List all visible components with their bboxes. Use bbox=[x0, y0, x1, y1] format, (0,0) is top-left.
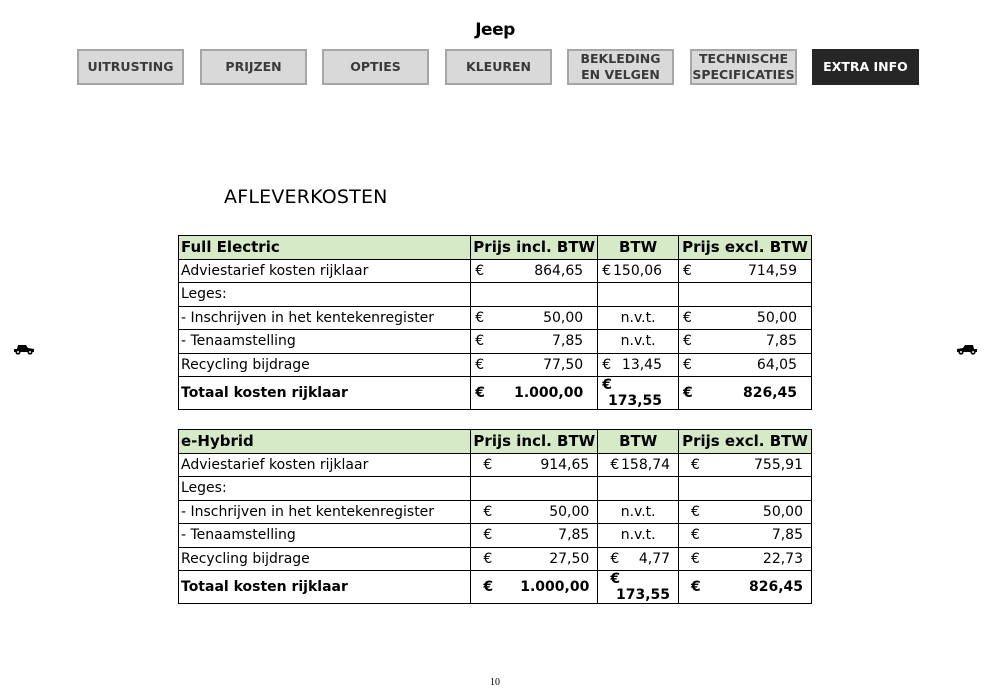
price-incl: 50,00 bbox=[549, 503, 590, 520]
row-label: - Inschrijven in het kentekenregister bbox=[179, 306, 471, 330]
row-label: - Inschrijven in het kentekenregister bbox=[179, 500, 471, 524]
price-incl: 7,85 bbox=[552, 333, 584, 350]
currency-symbol: € bbox=[475, 356, 485, 373]
total-incl: 1.000,00 bbox=[514, 385, 584, 401]
tab-extra-info[interactable]: EXTRA INFO bbox=[812, 49, 919, 85]
currency-symbol: € bbox=[475, 385, 485, 401]
row-label: Leges: bbox=[179, 283, 471, 307]
jeep-vehicle-icon bbox=[12, 340, 36, 361]
price-incl: 914,65 bbox=[540, 456, 590, 473]
table-row bbox=[179, 547, 812, 571]
column-header-btw: BTW bbox=[598, 236, 679, 260]
row-label: Adviestarief kosten rijklaar bbox=[179, 453, 471, 477]
table-row bbox=[179, 453, 812, 477]
row-label: Recycling bijdrage bbox=[179, 353, 471, 377]
jeep-logo: Jeep bbox=[475, 20, 515, 40]
btw-value: 158,74 bbox=[621, 456, 671, 473]
currency-symbol: € bbox=[610, 456, 620, 473]
table-row bbox=[179, 283, 812, 307]
currency-symbol: € bbox=[475, 309, 485, 326]
table-row bbox=[179, 259, 812, 283]
currency-symbol: € bbox=[483, 456, 493, 473]
table-total-row bbox=[179, 377, 812, 410]
price-excl: 7,85 bbox=[765, 333, 797, 350]
table-total-row bbox=[179, 571, 812, 604]
currency-symbol: € bbox=[475, 262, 485, 279]
price-excl: 50,00 bbox=[762, 503, 803, 520]
currency-symbol: € bbox=[691, 503, 700, 520]
currency-symbol: € bbox=[691, 527, 700, 544]
btw-value: n.v.t. bbox=[598, 306, 679, 330]
price-excl: 7,85 bbox=[771, 527, 803, 544]
cost-table-full-electric bbox=[178, 235, 812, 410]
table-header-row bbox=[179, 236, 812, 260]
page-number: 10 bbox=[490, 677, 500, 688]
table-model-heading: Full Electric bbox=[179, 236, 471, 260]
row-label: Adviestarief kosten rijklaar bbox=[179, 259, 471, 283]
currency-symbol: € bbox=[602, 356, 612, 373]
tab-prijzen[interactable]: PRIJZEN bbox=[200, 49, 307, 85]
btw-value: 4,77 bbox=[638, 550, 671, 567]
currency-symbol: € bbox=[683, 333, 692, 350]
tab-bekleding-en-velgen[interactable]: BEKLEDING EN VELGEN bbox=[567, 49, 674, 85]
table-header-row bbox=[179, 430, 812, 454]
tab-uitrusting[interactable]: UITRUSTING bbox=[77, 49, 184, 85]
price-incl: 7,85 bbox=[558, 527, 590, 544]
btw-value: 13,45 bbox=[621, 356, 663, 373]
btw-value: n.v.t. bbox=[598, 524, 679, 548]
price-excl: 22,73 bbox=[762, 550, 803, 567]
currency-symbol: € bbox=[602, 262, 612, 279]
currency-symbol: € bbox=[610, 571, 621, 587]
currency-symbol: € bbox=[610, 550, 620, 567]
btw-value: n.v.t. bbox=[598, 500, 679, 524]
currency-symbol: € bbox=[691, 456, 700, 473]
currency-symbol: € bbox=[683, 385, 693, 401]
price-incl: 50,00 bbox=[543, 309, 584, 326]
currency-symbol: € bbox=[475, 333, 485, 350]
price-excl: 755,91 bbox=[754, 456, 803, 473]
currency-symbol: € bbox=[483, 527, 493, 544]
total-btw: 173,55 bbox=[615, 587, 671, 603]
price-incl: 27,50 bbox=[549, 550, 590, 567]
column-header-incl: Prijs incl. BTW bbox=[471, 430, 598, 454]
price-excl: 64,05 bbox=[756, 356, 797, 373]
price-excl: 714,59 bbox=[748, 262, 797, 279]
total-excl: 826,45 bbox=[748, 579, 803, 595]
column-header-btw: BTW bbox=[598, 430, 679, 454]
tab-opties[interactable]: OPTIES bbox=[322, 49, 429, 85]
price-incl: 77,50 bbox=[543, 356, 584, 373]
table-row bbox=[179, 477, 812, 501]
table-row bbox=[179, 500, 812, 524]
currency-symbol: € bbox=[691, 579, 701, 595]
tab-kleuren[interactable]: KLEUREN bbox=[445, 49, 552, 85]
table-row bbox=[179, 330, 812, 354]
currency-symbol: € bbox=[483, 550, 493, 567]
table-row bbox=[179, 353, 812, 377]
price-excl: 50,00 bbox=[756, 309, 797, 326]
currency-symbol: € bbox=[691, 550, 700, 567]
tab-technische-specificaties[interactable]: TECHNISCHE SPECIFICATIES bbox=[690, 49, 797, 85]
table-model-heading: e-Hybrid bbox=[179, 430, 471, 454]
row-label: Recycling bijdrage bbox=[179, 547, 471, 571]
table-row bbox=[179, 524, 812, 548]
row-label: - Tenaamstelling bbox=[179, 330, 471, 354]
total-label: Totaal kosten rijklaar bbox=[179, 571, 471, 604]
table-row bbox=[179, 306, 812, 330]
row-label: - Tenaamstelling bbox=[179, 524, 471, 548]
total-label: Totaal kosten rijklaar bbox=[179, 377, 471, 410]
top-navigation bbox=[77, 49, 920, 85]
jeep-vehicle-icon bbox=[955, 340, 979, 361]
currency-symbol: € bbox=[602, 377, 612, 393]
currency-symbol: € bbox=[683, 309, 692, 326]
btw-value: 150,06 bbox=[613, 262, 663, 279]
column-header-excl: Prijs excl. BTW bbox=[679, 236, 812, 260]
btw-value: n.v.t. bbox=[598, 330, 679, 354]
total-btw: 173,55 bbox=[607, 393, 663, 409]
total-excl: 826,45 bbox=[742, 385, 797, 401]
row-label: Leges: bbox=[179, 477, 471, 501]
currency-symbol: € bbox=[683, 356, 692, 373]
currency-symbol: € bbox=[483, 503, 493, 520]
currency-symbol: € bbox=[683, 262, 692, 279]
column-header-excl: Prijs excl. BTW bbox=[679, 430, 812, 454]
price-incl: 864,65 bbox=[534, 262, 584, 279]
cost-table-e-hybrid bbox=[178, 429, 812, 604]
total-incl: 1.000,00 bbox=[520, 579, 590, 595]
currency-symbol: € bbox=[483, 579, 494, 595]
section-title: AFLEVERKOSTEN bbox=[224, 186, 388, 208]
column-header-incl: Prijs incl. BTW bbox=[471, 236, 598, 260]
